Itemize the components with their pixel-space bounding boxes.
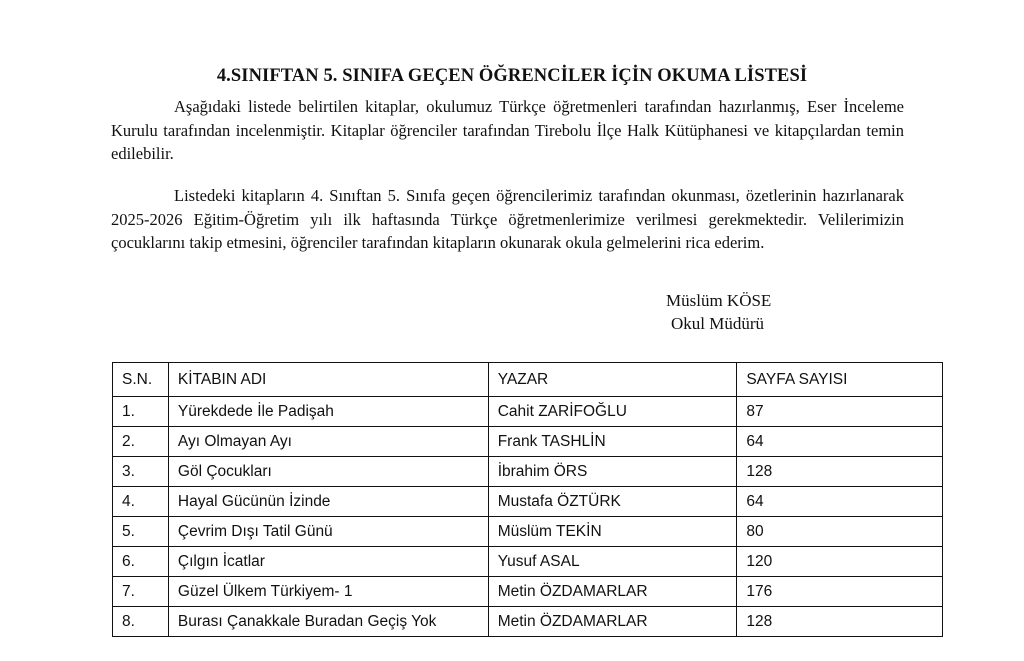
table-header-row — [113, 363, 943, 397]
cell-author: İbrahim ÖRS — [488, 457, 737, 487]
cell-author: Metin ÖZDAMARLAR — [488, 607, 737, 637]
cell-book-title: Burası Çanakkale Buradan Geçiş Yok — [168, 607, 488, 637]
table-row — [113, 487, 943, 517]
cell-book-title: Güzel Ülkem Türkiyem- 1 — [168, 577, 488, 607]
cell-book-title: Yürekdede İle Padişah — [168, 397, 488, 427]
header-serial-number: S.N. — [113, 363, 169, 397]
cell-book-title: Ayı Olmayan Ayı — [168, 427, 488, 457]
cell-serial-number: 5. — [113, 517, 169, 547]
document-title: 4.SINIFTAN 5. SINIFA GEÇEN ÖĞRENCİLER İÇİN OKUMA LİSTESİ — [216, 66, 808, 86]
cell-author: Yusuf ASAL — [488, 547, 737, 577]
instruction-paragraph: Listedeki kitapların 4. Sınıftan 5. Sınıfa geçen öğrencilerimiz tarafından okunması, özetlerinin hazırlanarak 2025-2026 Eğitim-Öğretim yılı ilk haftasında Türkçe öğretmenlerimize verilmesi gerekmektedir. Velilerimizin çocuklarını takip etmesini, öğrenciler tarafından kitapların okunarak okula gelmelerini rica ederim. — [111, 186, 904, 252]
cell-page-count: 176 — [737, 577, 943, 607]
cell-author: Metin ÖZDAMARLAR — [488, 577, 737, 607]
table-row — [113, 427, 943, 457]
table-row — [113, 517, 943, 547]
cell-book-title: Göl Çocukları — [168, 457, 488, 487]
table-row — [113, 577, 943, 607]
cell-serial-number: 6. — [113, 547, 169, 577]
cell-serial-number: 1. — [113, 397, 169, 427]
intro-paragraph: Aşağıdaki listede belirtilen kitaplar, okulumuz Türkçe öğretmenleri tarafından hazırlanmış, Eser İnceleme Kurulu tarafından incelenmiştir. Kitaplar öğrenciler tarafından Tirebolu İlçe Halk Kütüphanesi ve kitapçılardan temin edilebilir. — [111, 97, 904, 163]
table-row — [113, 457, 943, 487]
cell-author: Müslüm TEKİN — [488, 517, 737, 547]
cell-book-title: Çevrim Dışı Tatil Günü — [168, 517, 488, 547]
reading-list-table — [112, 362, 943, 637]
cell-page-count: 120 — [737, 547, 943, 577]
header-author: YAZAR — [488, 363, 737, 397]
signature-role: Okul Müdürü — [671, 314, 765, 333]
cell-serial-number: 3. — [113, 457, 169, 487]
cell-page-count: 64 — [737, 427, 943, 457]
cell-serial-number: 8. — [113, 607, 169, 637]
cell-serial-number: 4. — [113, 487, 169, 517]
cell-serial-number: 7. — [113, 577, 169, 607]
cell-page-count: 64 — [737, 487, 943, 517]
cell-author: Cahit ZARİFOĞLU — [488, 397, 737, 427]
cell-page-count: 128 — [737, 457, 943, 487]
cell-page-count: 87 — [737, 397, 943, 427]
header-page-count: SAYFA SAYISI — [737, 363, 943, 397]
table-row — [113, 547, 943, 577]
cell-author: Frank TASHLİN — [488, 427, 737, 457]
cell-serial-number: 2. — [113, 427, 169, 457]
cell-book-title: Hayal Gücünün İzinde — [168, 487, 488, 517]
table-row — [113, 607, 943, 637]
signature-name: Müslüm KÖSE — [666, 291, 772, 310]
table-row — [113, 397, 943, 427]
header-book-title: KİTABIN ADI — [168, 363, 488, 397]
cell-book-title: Çılgın İcatlar — [168, 547, 488, 577]
cell-author: Mustafa ÖZTÜRK — [488, 487, 737, 517]
cell-page-count: 128 — [737, 607, 943, 637]
cell-page-count: 80 — [737, 517, 943, 547]
